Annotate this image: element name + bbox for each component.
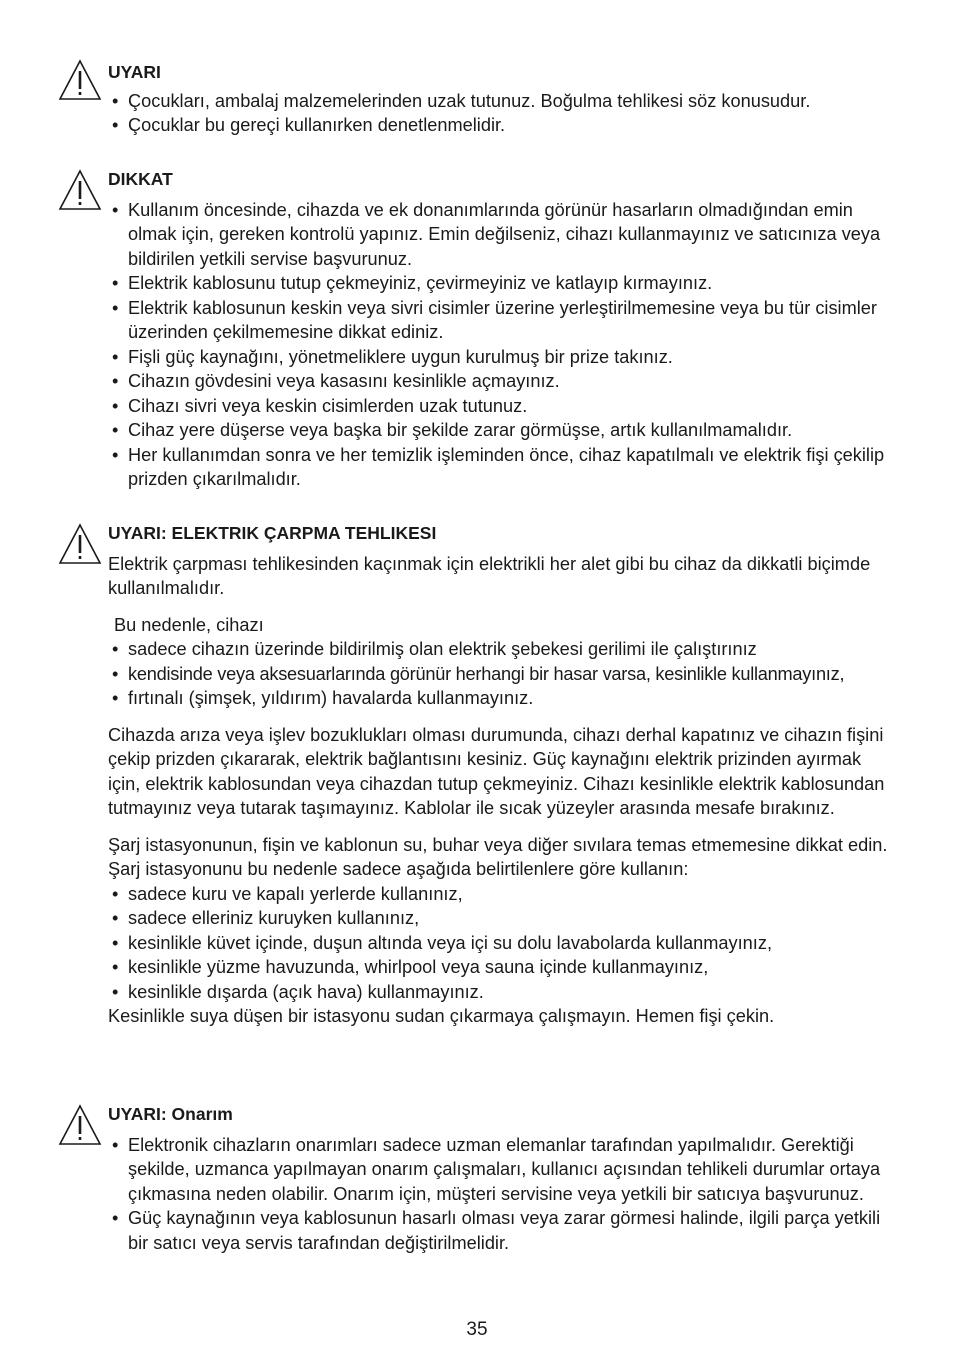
list-item: • sadece kuru ve kapalı yerlerde kullanınız,: [108, 882, 898, 907]
section-onarim: [108, 1102, 898, 1255]
section-title: DIKKAT: [108, 169, 173, 189]
list-item: • kesinlikle küvet içinde, duşun altında veya içi su dolu lavabolarda kullanmayınız,: [108, 931, 898, 956]
list-item: • kesinlikle dışarda (açık hava) kullanmayınız.: [108, 980, 898, 1005]
intro-paragraph: Elektrik çarpması tehlikesinden kaçınmak için elektrikli her alet gibi bu cihaz da dikkatli biçimde kullanılmalıdır.: [108, 553, 871, 598]
list-item: • sadece elleriniz kuruyken kullanınız,: [108, 906, 898, 931]
section-elektrik: [108, 521, 898, 1029]
list-item: • kesinlikle yüzme havuzunda, whirlpool veya sauna içinde kullanmayınız,: [108, 955, 898, 980]
paragraph: Kesinlikle suya düşen bir istasyonu sudan çıkarmaya çalışmayın. Hemen fişi çekin.: [108, 1006, 775, 1026]
paragraph: Şarj istasyonunun, fişin ve kablonun su, buhar veya diğer sıvılara temas etmemesine dikkat edin.: [108, 834, 888, 855]
section-title: UYARI: Onarım: [108, 1104, 233, 1124]
section-title: UYARI: ELEKTRIK ÇARPMA TEHLIKESI: [108, 523, 437, 543]
page-number: 35: [466, 1319, 488, 1340]
list-item: • Cihazı sivri veya keskin cisimlerden uzak tutunuz.: [108, 394, 898, 419]
list-item: • Çocukları, ambalaj malzemelerinden uzak tutunuz. Boğulma tehlikesi söz konusudur.: [108, 89, 898, 114]
warning-triangle-icon: [58, 58, 102, 102]
list-item: • Cihazın gövdesini veya kasasını kesinlikle açmayınız.: [108, 369, 898, 394]
list-item: • Cihaz yere düşerse veya başka bir şekilde zarar görmüşse, artık kullanılmamalıdır.: [108, 418, 898, 443]
list-item: • Çocuklar bu gereçi kullanırken denetlenmelidir.: [108, 113, 898, 138]
lead-text: Bu nedenle, cihazı: [114, 614, 264, 635]
list-item: • Kullanım öncesinde, cihazda ve ek donanımlarında görünür hasarların olmadığından emin olmak için, gereken kontrolü yapınız. Emin değilseniz, cihazı kullanmayınız ve satıcınıza veya bildirilen yetkili servise başvurunuz.: [108, 198, 898, 272]
warning-triangle-icon: [58, 168, 102, 212]
warning-triangle-icon: [58, 1103, 102, 1147]
list-item: • Güç kaynağının veya kablosunun hasarlı olması veya zarar görmesi halinde, ilgili parça yetkili bir satıcı veya servis tarafından değiştirilmelidir.: [108, 1206, 898, 1255]
paragraph: Şarj istasyonunu bu nedenle sadece aşağıda belirtilenlere göre kullanın:: [108, 859, 689, 879]
section-title: UYARI: [108, 62, 161, 82]
section-uyari: [108, 60, 898, 138]
list-item: • Elektronik cihazların onarımları sadece uzman elemanlar tarafından yapılmalıdır. Gerektiği şekilde, uzmanca yapılmayan onarım çalışmaları, kullanıcı açısından tehlikeli durumlar ortaya çıkmasına neden olabilir. Onarım için, müşteri servisine veya yetkili bir satıcıya başvurunuz.: [108, 1133, 898, 1207]
paragraph: Cihazda arıza veya işlev bozuklukları olması durumunda, cihazı derhal kapatınız ve cihazın fişini çekip prizden çıkararak, elektrik bağlantısını kesiniz. Güç kaynağını elektrik prizinden ayırmak için, elektrik kablosundan veya cihazdan tutup çekmeyiniz. Cihazı kesinlikle elektrik kablosundan tutmayınız veya tutarak taşımayınız. Kablolar ile sıcak yüzeyler arasında mesafe bırakınız.: [108, 724, 885, 818]
list-item: • Fişli güç kaynağını, yönetmeliklere uygun kurulmuş bir prize takınız.: [108, 345, 898, 370]
warning-triangle-icon: [58, 522, 102, 566]
section-dikkat: [108, 167, 898, 492]
list-item: • Elektrik kablosunu tutup çekmeyiniz, çevirmeyiniz ve katlayıp kırmayınız.: [108, 271, 898, 296]
list-item: • Elektrik kablosunun keskin veya sivri cisimler üzerine yerleştirilmemesine veya bu tür cisimler üzerinden çekilmemesine dikkat ediniz.: [108, 296, 898, 345]
list-item: • kendisinde veya aksesuarlarında görünür herhangi bir hasar varsa, kesinlikle kullanmayınız,: [108, 662, 898, 687]
list-item: • fırtınalı (şimşek, yıldırım) havalarda kullanmayınız.: [108, 686, 898, 711]
list-item: • Her kullanımdan sonra ve her temizlik işleminden önce, cihaz kapatılmalı ve elektrik fişi çekilip prizden çıkarılmalıdır.: [108, 443, 898, 492]
list-item: • sadece cihazın üzerinde bildirilmiş olan elektrik şebekesi gerilimi ile çalıştırınız: [108, 637, 898, 662]
